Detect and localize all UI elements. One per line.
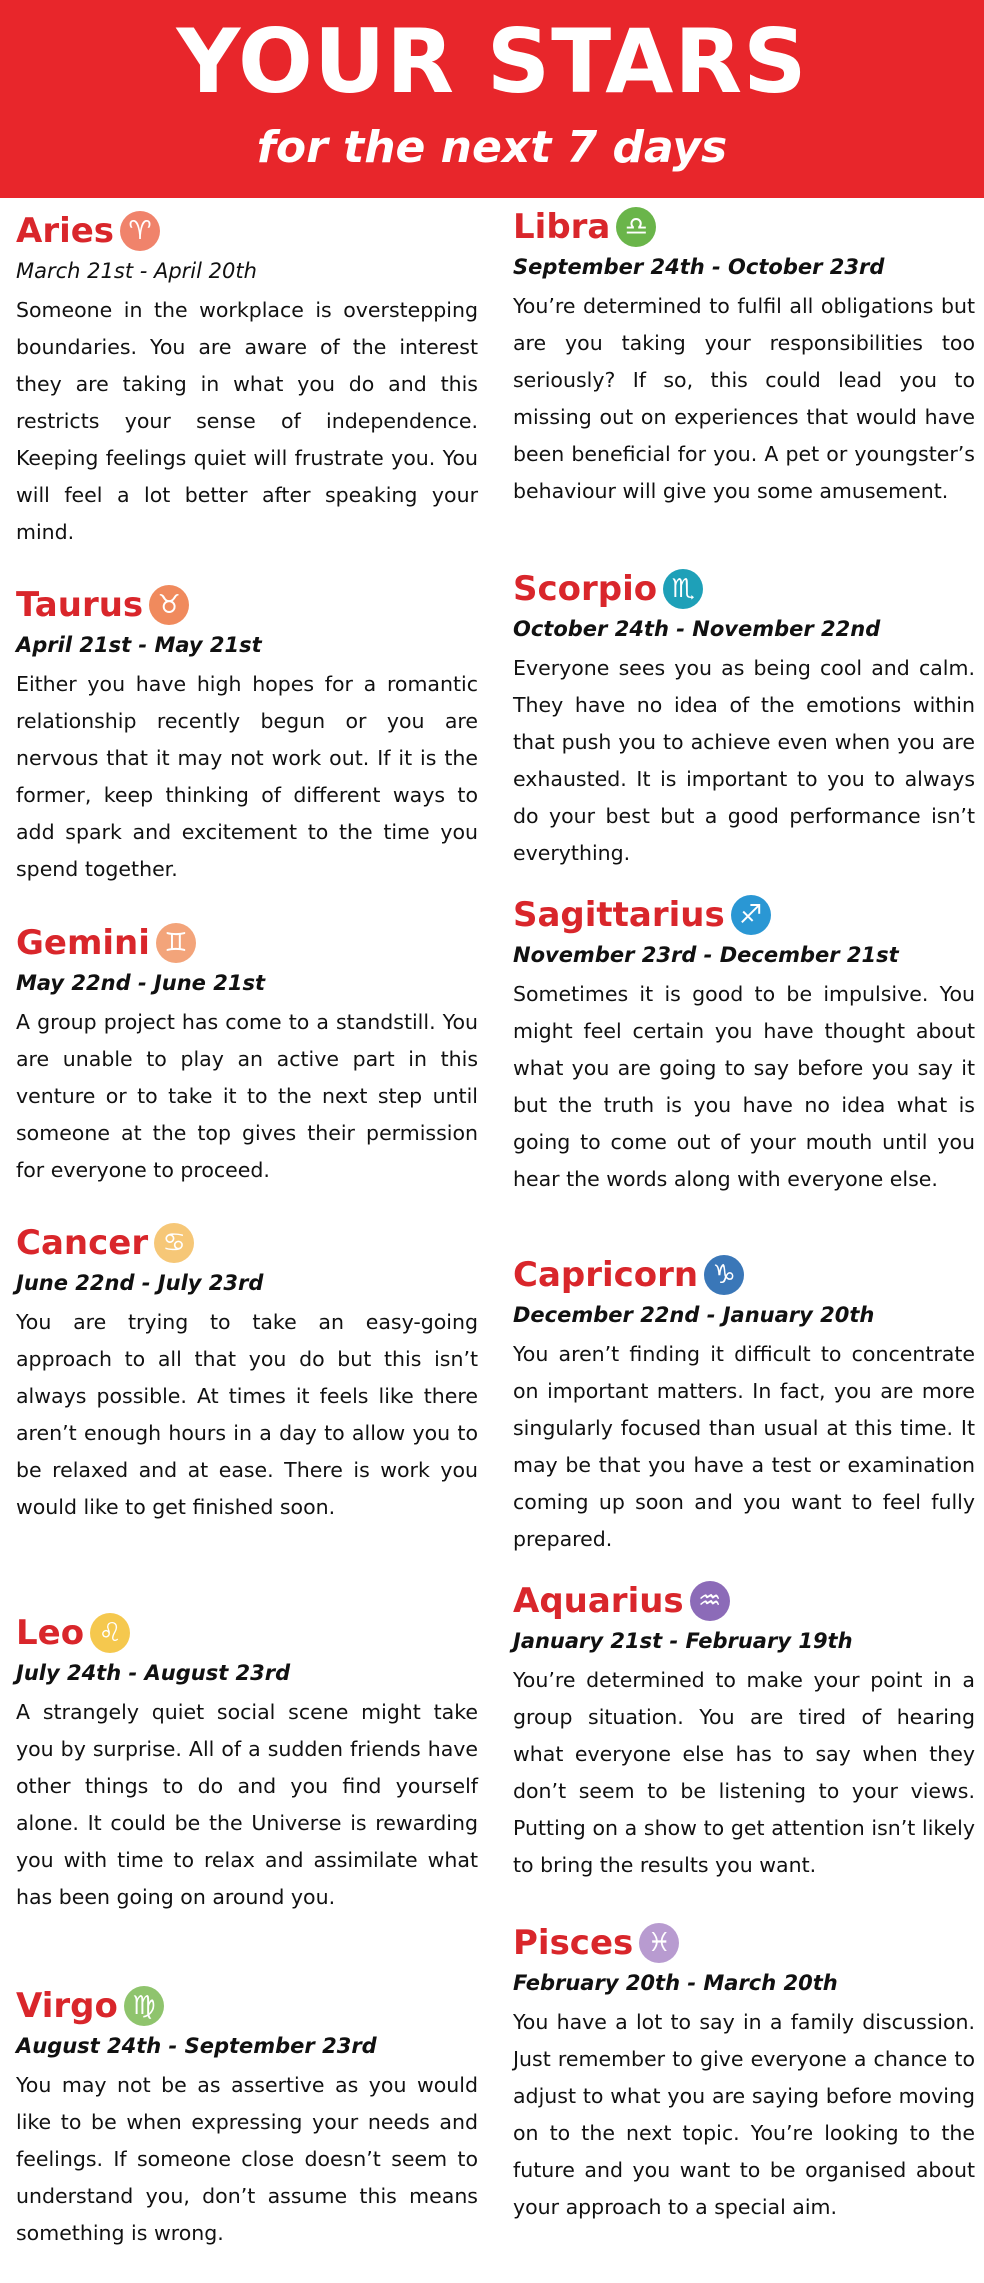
gemini-icon: ♊ — [156, 923, 196, 963]
sign-text: You’re determined to make your point in a group situation. You are tired of hearing what everyone else has to say when they don’t seem to be listening to your views. Putting on a show to get attention isn’t likely to bring the results you want. — [513, 1668, 975, 1877]
sign-dates: August 24th - September 23rd — [16, 2034, 377, 2058]
sign-text: Sometimes it is good to be impulsive. You might feel certain you have thought about what you are going to say before you say it but the truth is you have no idea what is going to come out of your mouth until you hear the words along with everyone else. — [513, 982, 975, 1191]
page-title: YOUR STARS — [176, 10, 808, 113]
sign-dates: January 21st - February 19th — [513, 1629, 853, 1653]
sign-name: Sagittarius — [513, 895, 725, 935]
sign-text: A strangely quiet social scene might take you by surprise. All of a sudden friends have other things to do and you find yourself alone. It could be the Universe is rewarding you with time to relax and assimilate what has been going on around you. — [16, 1700, 478, 1909]
sign-name: Gemini — [16, 923, 150, 963]
sign-name: Aquarius — [513, 1581, 684, 1621]
sign-text: Everyone sees you as being cool and calm. They have no idea of the emotions within that push you to achieve even when you are exhausted. It is important to you to always do your best but a good performance isn’t everything. — [513, 656, 975, 865]
libra-icon: ♎ — [616, 207, 656, 247]
sign-dates: April 21st - May 21st — [16, 633, 262, 657]
sign-capricorn — [513, 1252, 975, 1558]
sign-text: Someone in the workplace is overstepping boundaries. You are aware of the interest they are taking in what you do and this restricts your sense of independence. Keeping feelings quiet will frustrate you. You will feel a lot better after speaking your mind. — [16, 298, 478, 544]
sign-name: Cancer — [16, 1223, 149, 1263]
sign-leo — [16, 1610, 478, 1916]
page-header — [0, 0, 984, 198]
sign-scorpio — [513, 566, 975, 872]
sagittarius-icon: ♐ — [731, 895, 771, 935]
sign-text: You aren’t finding it difficult to concentrate on important matters. In fact, you are more singularly focused than usual at this time. It may be that you have a test or examination coming up soon and you want to feel fully prepared. — [513, 1342, 975, 1551]
sign-text: Either you have high hopes for a romantic relationship recently begun or you are nervous that it may not work out. If it is the former, keep thinking of different ways to add spark and excitement to the time you spend together. — [16, 672, 478, 881]
sign-aquarius — [513, 1578, 975, 1884]
sign-aries — [16, 208, 478, 551]
sign-sagittarius — [513, 892, 975, 1198]
sign-cancer — [16, 1220, 478, 1526]
sign-name: Leo — [16, 1613, 85, 1653]
sign-gemini — [16, 920, 478, 1189]
aquarius-icon: ♒ — [690, 1581, 730, 1621]
sign-name: Capricorn — [513, 1255, 699, 1295]
sign-name: Virgo — [16, 1986, 118, 2026]
sign-dates: October 24th - November 22nd — [513, 617, 881, 641]
sign-text: A group project has come to a standstill. You are unable to play an active part in this venture or to take it to the next step until someone at the top gives their permission for everyone to proceed. — [16, 1010, 478, 1182]
sign-text: You are trying to take an easy-going approach to all that you do but this isn’t always possible. At times it feels like there aren’t enough hours in a day to allow you to be relaxed and at ease. There is work you would like to get finished soon. — [16, 1310, 478, 1519]
sign-name: Pisces — [513, 1923, 634, 1963]
scorpio-icon: ♏ — [663, 569, 703, 609]
sign-dates: May 22nd - June 21st — [16, 971, 265, 995]
sign-name: Taurus — [16, 585, 144, 625]
sign-pisces — [513, 1920, 975, 2226]
sign-dates: February 20th - March 20th — [513, 1971, 838, 1995]
sign-name: Libra — [513, 207, 611, 247]
sign-dates: September 24th - October 23rd — [513, 255, 885, 279]
sign-text: You have a lot to say in a family discussion. Just remember to give everyone a chance to adjust to what you are saying before moving on to the next topic. You’re looking to the future and you want to be organised about your approach to a special aim. — [513, 2010, 975, 2219]
virgo-icon: ♍ — [124, 1986, 164, 2026]
leo-icon: ♌ — [90, 1613, 130, 1653]
taurus-icon: ♉ — [149, 585, 189, 625]
sign-dates: December 22nd - January 20th — [513, 1303, 875, 1327]
sign-name: Aries — [16, 211, 115, 251]
sign-text: You may not be as assertive as you would like to be when expressing your needs and feelings. If someone close doesn’t seem to understand you, don’t assume this means something is wrong. — [16, 2073, 478, 2245]
sign-dates: June 22nd - July 23rd — [16, 1271, 264, 1295]
sign-text: You’re determined to fulfil all obligations but are you taking your responsibilities too seriously? If so, this could lead you to missing out on experiences that would have been beneficial for you. A pet or youngster’s behaviour will give you some amusement. — [513, 294, 975, 503]
sign-taurus — [16, 582, 478, 888]
aries-icon: ♈ — [120, 211, 160, 251]
sign-dates: March 21st - April 20th — [16, 259, 257, 283]
sign-virgo — [16, 1983, 478, 2252]
sign-dates: November 23rd - December 21st — [513, 943, 899, 967]
capricorn-icon: ♑ — [704, 1255, 744, 1295]
sign-libra — [513, 204, 975, 510]
sign-dates: July 24th - August 23rd — [16, 1661, 291, 1685]
pisces-icon: ♓ — [639, 1923, 679, 1963]
sign-name: Scorpio — [513, 569, 658, 609]
cancer-icon: ♋ — [154, 1223, 194, 1263]
page-subtitle: for the next 7 days — [256, 122, 728, 173]
